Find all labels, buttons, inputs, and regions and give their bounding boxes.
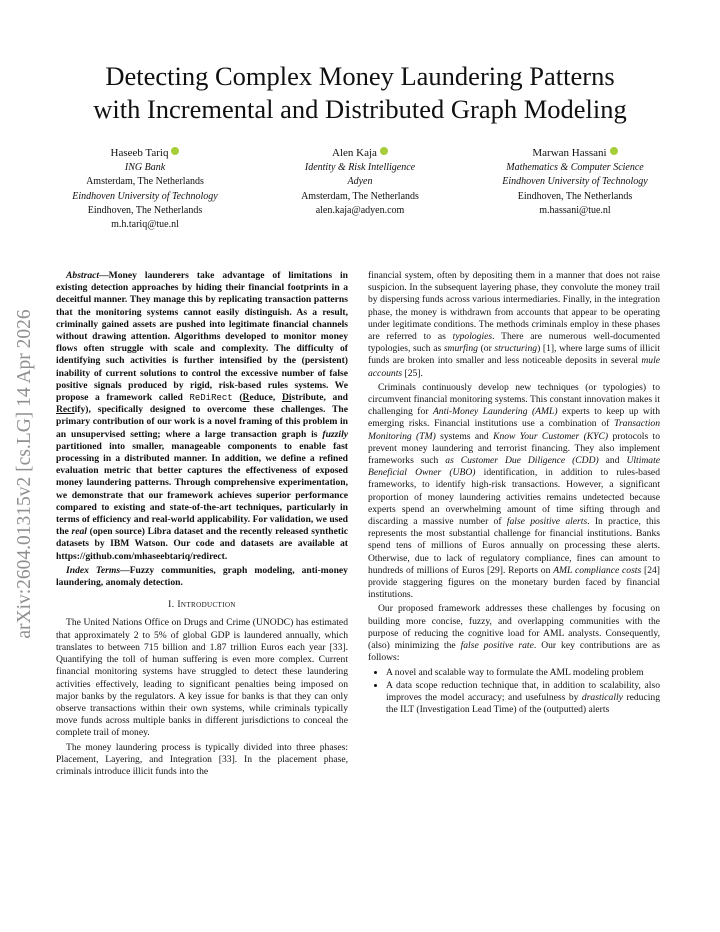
author-email: m.h.tariq@tue.nl <box>111 219 179 231</box>
author-name: Marwan Hassani <box>532 147 607 159</box>
author-3 <box>470 146 680 232</box>
author-location: Amsterdam, The Netherlands <box>301 190 419 202</box>
paragraph: financial system, often by depositing them in a manner that does not raise suspicion. In the subsequent layering phase, they convolute the money trail by dispersing funds across various intermediaries. Finally, in the integration phase, the money is withdrawn from accounts that appear to be operating under legitimate conditions. The methods criminals employ in these phases are referred to as typologies. There are numerous well-documented typologies, such as smurfing (or structuring) [1], where large sums of illicit funds are broken into smaller and less noticeable deposits in several mule accounts [25]. <box>368 270 661 379</box>
author-location: Eindhoven, The Netherlands <box>517 190 633 202</box>
author-affiliation: Eindhoven University of Technology <box>72 190 218 202</box>
arxiv-sidebar <box>8 264 42 684</box>
arxiv-identifier: arXiv:2604.01315v2 [cs.LG] 14 Apr 2026 <box>14 309 35 639</box>
abstract: Abstract—Money launderers take advantage of limitations in existing detection approaches by hiding their financial footprints in a deceitful manner. They manage this by replicating transaction patterns that the monitoring systems cannot easily distinguish. As a result, criminally gained assets are pushed into legitimate financial channels without drawing attention. Algorithms developed to monitor money flows often struggle with scale and complexity. The difficulty of identifying such activities is further intensified by the (persistent) inability of current solutions to control the excessive number of false positive signals produced by rigid, risk-based rules systems. We propose a framework called ReDiRect (Reduce, Distribute, and Rectify), specifically designed to overcome these challenges. The primary contribution of our work is a novel framing of this problem in an unsupervised setting; where a large transaction graph is fuzzily partitioned into smaller, manageable components to enable fast processing in a distributed manner. In addition, we define a refined evaluation metric that better captures the effectiveness of exposed money laundering patterns. Through comprehensive experimentation, we demonstrate that our framework achieves superior performance compared to existing and state-of-the-art techniques, particularly in terms of efficiency and real-world applicability. For validation, we used the real (open source) Libra dataset and the recently released synthetic datasets by IBM Watson. Our code and datasets are available at https://github.com/mhaseebtariq/redirect. <box>56 270 349 562</box>
orcid-icon[interactable] <box>380 147 388 155</box>
author-2 <box>255 146 465 232</box>
paragraph: The money laundering process is typically divided into three phases: Placement, Layering, and Integration [33]. In the placement phase, criminals introduce illicit funds into the <box>56 741 348 777</box>
author-affiliation: ING Bank <box>124 162 166 174</box>
framework-name: ReDiRect <box>189 393 233 404</box>
author-affiliation: Eindhoven University of Technology <box>502 176 648 188</box>
author-block <box>40 146 680 232</box>
orcid-icon[interactable] <box>610 147 618 155</box>
left-column <box>56 270 348 780</box>
title-line-1: Detecting Complex Money Laundering Patterns <box>105 61 615 91</box>
index-terms-label: Index Terms <box>66 564 121 576</box>
index-terms: Index Terms—Fuzzy communities, graph modeling, anti-money laundering, anomaly detection. <box>56 564 348 589</box>
paper-title <box>40 60 680 126</box>
author-name: Haseeb Tariq <box>110 147 169 159</box>
abstract-label: Abstract <box>66 270 100 281</box>
author-1 <box>40 146 250 232</box>
paragraph: The United Nations Office on Drugs and Crime (UNODC) has estimated that approximately 2 to 5% of global GDP is laundered annually, which translates to between 715 billion and 1.87 trillion Euros each year [33]. Quantifying the toll of human suffering is even more complex. Current financial monitoring systems have struggled to detect these laundering activities effectively, leading to significant penalties being imposed on major banks by the regulators. A key issue for banks is that they can only observe transactions within their own systems, while criminals typically move funds across multiple banks in different jurisdictions to conceal the complete trail of money. <box>56 617 348 739</box>
right-column <box>368 270 660 717</box>
list-item: • A data scope reduction technique that, in addition to scalability, also improves the model accuracy; and usefulness by drastically reducing the ILT (Investigation Lead Time) of the (outputted) alerts <box>386 680 660 717</box>
paragraph: Criminals continuously develop new techniques (or typologies) to circumvent financial monitoring systems. This constant innovation makes it challenging for Anti-Money Laundering (AML) experts to keep up with emerging risks. Financial institutions use a combination of Transaction Monitoring (TM) systems and Know Your Customer (KYC) protocols to prevent money laundering and terrorist financing. They also implement frameworks such as Customer Due Diligence (CDD) and Ultimate Beneficial Owner (UBO) identification, in addition to rules-based frameworks, to identify high-risk transactions. However, a significant proportion of money laundering activities remains undetected because experts spend an overwhelming amount of time sifting through and discarding a massive number of false positive alerts. In practice, this represents the most substantial challenge for financial institutions. Banks spend tens of millions of Euros annually on processing these alerts. Otherwise, due to lack of regulatory compliance, fines can amount to hundreds of millions of Euros [29]. Reports on AML compliance costs [24] provide staggering figures on the monetary burden faced by financial institutions. <box>368 381 661 601</box>
orcid-icon[interactable] <box>171 147 179 155</box>
author-affiliation: Identity & Risk Intelligence <box>304 162 416 174</box>
contribution-list <box>368 667 660 717</box>
section-heading-introduction: I. Introduction <box>168 599 236 611</box>
author-email: m.hassani@tue.nl <box>539 204 611 216</box>
author-email: alen.kaja@adyen.com <box>315 204 405 216</box>
paragraph: Our proposed framework addresses these challenges by focusing on building more concise, fuzzy, and overlapping communities with the purpose of reducing the cognitive load for AML analysts. Consequently, (also) minimizing the false positive rate. Our key contributions are as follows: <box>368 603 661 664</box>
list-item: • A novel and scalable way to formulate the AML modeling problem <box>386 667 660 679</box>
author-name: Alen Kaja <box>332 147 377 159</box>
author-location: Eindhoven, The Netherlands <box>87 204 203 216</box>
title-line-2: with Incremental and Distributed Graph Modeling <box>93 94 627 124</box>
author-location: Amsterdam, The Netherlands <box>86 176 204 188</box>
author-affiliation: Mathematics & Computer Science <box>506 162 644 174</box>
author-affiliation: Adyen <box>347 176 373 188</box>
